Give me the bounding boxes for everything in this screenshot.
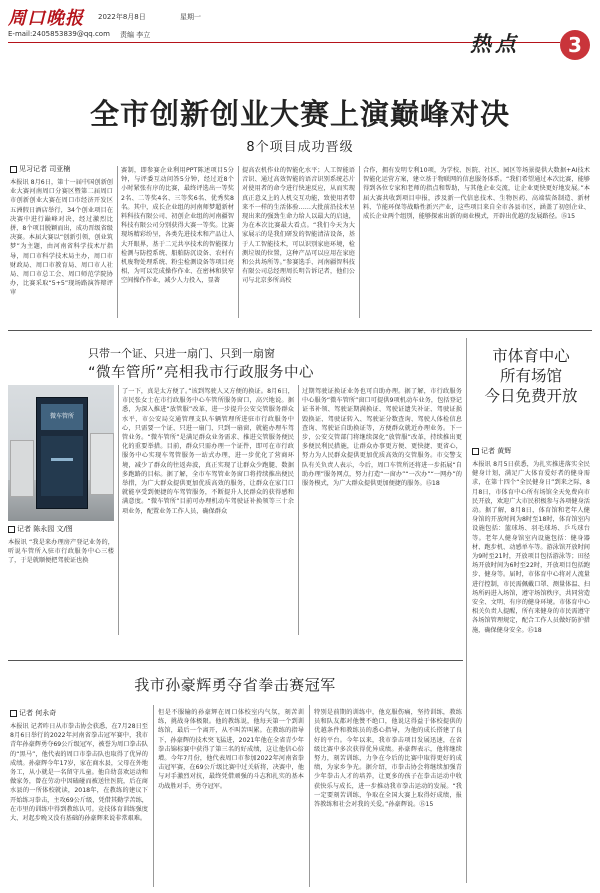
boxing-byline-text: 记者 何永奇 <box>19 709 57 717</box>
photo-caption <box>8 524 73 534</box>
byline-box-icon <box>8 526 15 533</box>
contact-email: E-mail:2405853839@qq.com <box>8 30 110 38</box>
column-divider <box>298 385 299 635</box>
lead-byline <box>10 164 70 174</box>
lead-subheadline: 8个项目成功晋级 <box>246 140 354 155</box>
issue-weekday: 星期一 <box>180 13 201 21</box>
sports-headline-line-3: 今日免费开放 <box>484 387 578 405</box>
masthead-logo: 周口晚报 <box>8 8 84 29</box>
byline-box-icon <box>10 710 17 717</box>
sports-body: 本报讯 8月5日获悉，为扎实推进落实全民健身计划，满足广大体育爱好者的健身需求，在第十四个“全民健身日”到来之际，8月8日，市体育中心所有场馆全天免费向市民开放，欢迎广大市民积极参与各项健身活动。据了解，8月8日，体育馆和老年人健身馆的开放时间为8时至18时，体育馆室内设施包括：篮球场、羽毛球场、乒乓球台等。老年人健身馆室内设施包括：健身器材、跑步机、动感单车等。游泳馆开放时间为9时至21时，开放项目包括游泳等；田径场开放时间为6时至22时，开放项目包括跑步、健身等。届时，市体育中心将对人流量进行控制，市民需佩戴口罩、测量体温、扫场所码进入场馆，遵守场馆秩序，共同营造安全、文明、有序的健身环境。市体育中心相关负责人提醒，所有来健身的市民需遵守各场馆管理规定，配合工作人员做好防护措施，确保健身安全。⑮18 <box>472 461 590 634</box>
sports-byline-text: 记者 黄辉 <box>481 447 512 455</box>
sports-headline-line-2: 所有场馆 <box>499 367 562 385</box>
boxing-byline <box>10 708 56 718</box>
section-divider <box>8 660 463 661</box>
column-divider <box>153 705 154 887</box>
column-divider <box>238 166 239 318</box>
service-column-1: 本报讯 “我是来办理房产登记业务的，听说车管所入驻市行政服务中心三楼了，于是就顺便把驾驶证也换 <box>8 539 114 565</box>
photo-caption-text: 记者 陈永园 文/图 <box>17 525 73 533</box>
boxing-column-1: 本报讯 记者昨日从市拳击协会获悉，在7月28日至8月6日举行的2022年河南省拳击冠军赛中，我市青年孙豪辉勇夺69公斤级冠军，被誉为周口拳击队的“黑马”，他代表的周口市拳击队也取得了优异的成绩。孙豪辉今年17岁，家在商水县，父母在外地务工，从小就是一名留守儿童。他自幼喜欢运动和做家务，曾在劳动中因磕碰而被送往医院，后在商水县的一所体校就读，2018年，在教练的建议下开始练习拳击，主攻69公斤级，凭借其勤学苦练，在市里的训练中得到教练认可。竞技体育训练强度大、对起步晚又没有基础的孙豪辉来说非常艰难。 <box>10 723 148 823</box>
boxing-column-3: 特别是前期的训练中，他克服伤痛，坚持训练，教练员和队友都对他赞不绝口，他说这得益于体校提供的优越条件和教练员的悉心指导，为他的成长搭建了良好的平台。今年以来，我市拳击项目发展迅速，在省级比赛中多次获得优异成绩。孙豪辉表示，他将继续努力，刻苦训练，力争在今后的比赛中取得更好的成绩，为家乡争光。据介绍，市拳击协会将继续加强青少年拳击人才的培养，让更多的孩子在拳击运动中收获快乐与成长，进一步推动我市拳击运动的发展。“我一定要刻苦训练，争取在全国大赛上取得好成绩，报答教练和社会对我的关爱。”孙豪辉说。⑮15 <box>314 709 462 809</box>
boxing-headline: 我市孙豪辉勇夺省拳击赛冠军 <box>134 676 336 694</box>
service-kicker: 只带一个证、只进一扇门、只到一扇窗 <box>88 347 275 360</box>
service-column-2: 了一下，真是太方便了。”该到驾驶人又方便的换证。8月6日，市民张女士在市行政服务中心车管所服务窗口，高兴地说。据悉，为深入推进“放管服”改革，进一步提升公安交管服务群众水平，市公安局交通管理支队车辆管理所进驻市行政服务中心，只需要一个证、只进一扇门、只到一扇窗，就能办理车驾管业务。“微车管所”是满足群众业务需求、推进交管服务便民化的重要举措。目前，群众只需办理一个证件，即可在市行政服务中心实现车驾管服务一站式办理，进一步优化了营商环境，减少了群众的往返奔波，真正实现了让群众少跑腿、数据多跑路的目标。据了解，全市车驾管业务窗口将持续推出便民举措，为广大群众提供更加优质高效的服务，让群众在家门口就能享受到便捷的车驾管服务，不断提升人民群众的获得感和满意度。“微车管所”目前可办理机动车驾驶证补换领等三十余项业务，配置业务工作人员，确保群众 <box>122 388 294 515</box>
kiosk-photo <box>8 385 114 521</box>
section-label: 热点 <box>470 31 520 56</box>
byline-box-icon <box>10 166 17 173</box>
lead-column-2: 赛制，即参赛企业利用PPT陈述项目5分钟，与评委互动问答5分钟，经过近8个小时紧张有序的比赛，最终评选出一等奖2名、二等奖4名、三等奖6名、优秀奖8名。其中，成长企业组的河南师梦超新材料科技有限公司、初创企业组的河南疆智科技有限公司分别获得大赛一等奖。比赛现场精彩纷呈，各类先进技术和产品让人大开眼界，基于二元共享技术的智能探力检测与防控系统、船舶防沉设备、农村有机废物处理系统、粉尘检测设备等项目亮相，为可以完成操作作业、在密林和狭窄空间操作作业，减少人力投入，显著 <box>121 167 234 285</box>
lead-headline: 全市创新创业大赛上演巅峰对决 <box>89 97 510 131</box>
lead-column-1: 本报讯 8月6日，第十一届中国创新创业大赛河南周口分赛区暨第二届周口市创新创业大赛在周口市经济开发区五洲假日酒店举行，34个创业项目在决赛中进行巅峰对决，经过激烈比拼，8个项目脱颖而出，成功晋级省级决赛。本届大赛以“创新引领，创业筑梦”为主题，由河南省科学技术厅指导，周口市科学技术局主办，周口市财政局、周口市教育局、周口市人社局、周口市总工会、周口师范学院协办，比赛采取“5+5”现场路演答辩评审 <box>10 179 113 297</box>
column-divider <box>309 705 310 887</box>
column-divider <box>118 385 119 635</box>
service-column-3: 过期驾驶证换证业务也可自助办理。据了解，市行政服务中心服务“微车管所”窗口可提供9项机动车业务，包括登记证书补领、驾驶证期满换证、驾驶证遗失补证、驾驶证损毁换证、驾驶证转入、驾驶证分数查询、驾驶人体检信息查询、驾驶证自助换证等，方便群众就近办理业务。下一步，公安交管部门将继续深化“放管服”改革，持续推出更多便民利民措施，让群众办事更方便、更快捷、更省心，努力为人民群众提供更加优质高效的交管服务。市交警支队有关负责人表示，今后，周口车管所还将进一步拓展“自助办理”服务网点，努力打造“一窗办”“一次办”“一网办”的服务模式，为广大群众提供更加便捷的服务。⑮18 <box>302 388 462 488</box>
lead-byline-text: 见习记者 司亚楠 <box>19 165 71 173</box>
column-divider <box>466 338 467 883</box>
column-divider <box>117 166 118 318</box>
kiosk-machine <box>36 397 88 509</box>
lead-column-4: 合作，拥有发明专利10项，为学校、医院、社区、园区等场景提供大数据+AI技术智能化运营方案，建立基于物联网的信息服务体系。“我们希望通过本次比赛，能够得到各位专家和老师的指点和帮助，与其他企业交流，让企业更快更好地发展。”本届大赛共收到项目申报，涉及新一代信息技术、生物医药、高端装备制造、新材料、节能环保等战略性新兴产业，这些项目来自全市各县市区，涵盖了初创企业、成长企业两个组别，能够探索出新的商业模式，开辟出优越的发展路径。⑮15 <box>363 167 590 221</box>
service-headline: “微车管所”亮相我市行政服务中心 <box>88 365 315 381</box>
page-editor: 责编 李立 <box>120 31 151 39</box>
column-divider <box>359 166 360 318</box>
boxing-column-2: 但是不服输的孙豪辉在周口体校室内气氛，刻苦训练，挑战身体极限。他的教练说，他每天第一个到训练馆，最后一个离开，从不叫苦叫累。在教练的指导下，孙豪辉的技术突飞猛进，2021年他在全省青少年拳击锦标赛中获得了第三名的好成绩，这让他信心倍增。今年7月份，他代表周口市参加2022年河南省拳击冠军赛，在69公斤级比赛中过关斩将，决赛中，他与对手激烈对抗，最终凭借顽强的斗志和扎实的基本功战胜对手，勇夺冠军。 <box>158 709 304 790</box>
sports-headline-line-1: 市体育中心 <box>492 347 570 365</box>
kiosk-screen-text: 微车管所 <box>41 404 83 430</box>
byline-box-icon <box>472 448 479 455</box>
page-number-badge: 3 <box>560 30 590 60</box>
sports-byline <box>472 446 511 456</box>
lead-column-3: 提高农机作业的智能化水平；人工智能语音识、通过高效智能的语音识别系统芯片对使用者的命令进行快速反应，从而实现真正意义上的人机交互功能，致使用者带来不一样的生活体验……大批前沿技术呈现出来的强劲生命力给人以最大的启迪，为在本次比赛最大看点。“我们今天为大家展示的是我们研发的智能清洁设备，基于人工智能技术，可以识别家庭环境，检测垃圾的位置，这种产品可以应用在家庭和公共场所等。”参赛选手、河南疆智科技有限公司总经理周长明告诉记者，他们公司与北京多所高校 <box>242 167 355 285</box>
issue-date: 2022年8月8日 <box>98 13 146 21</box>
section-divider <box>8 330 592 331</box>
